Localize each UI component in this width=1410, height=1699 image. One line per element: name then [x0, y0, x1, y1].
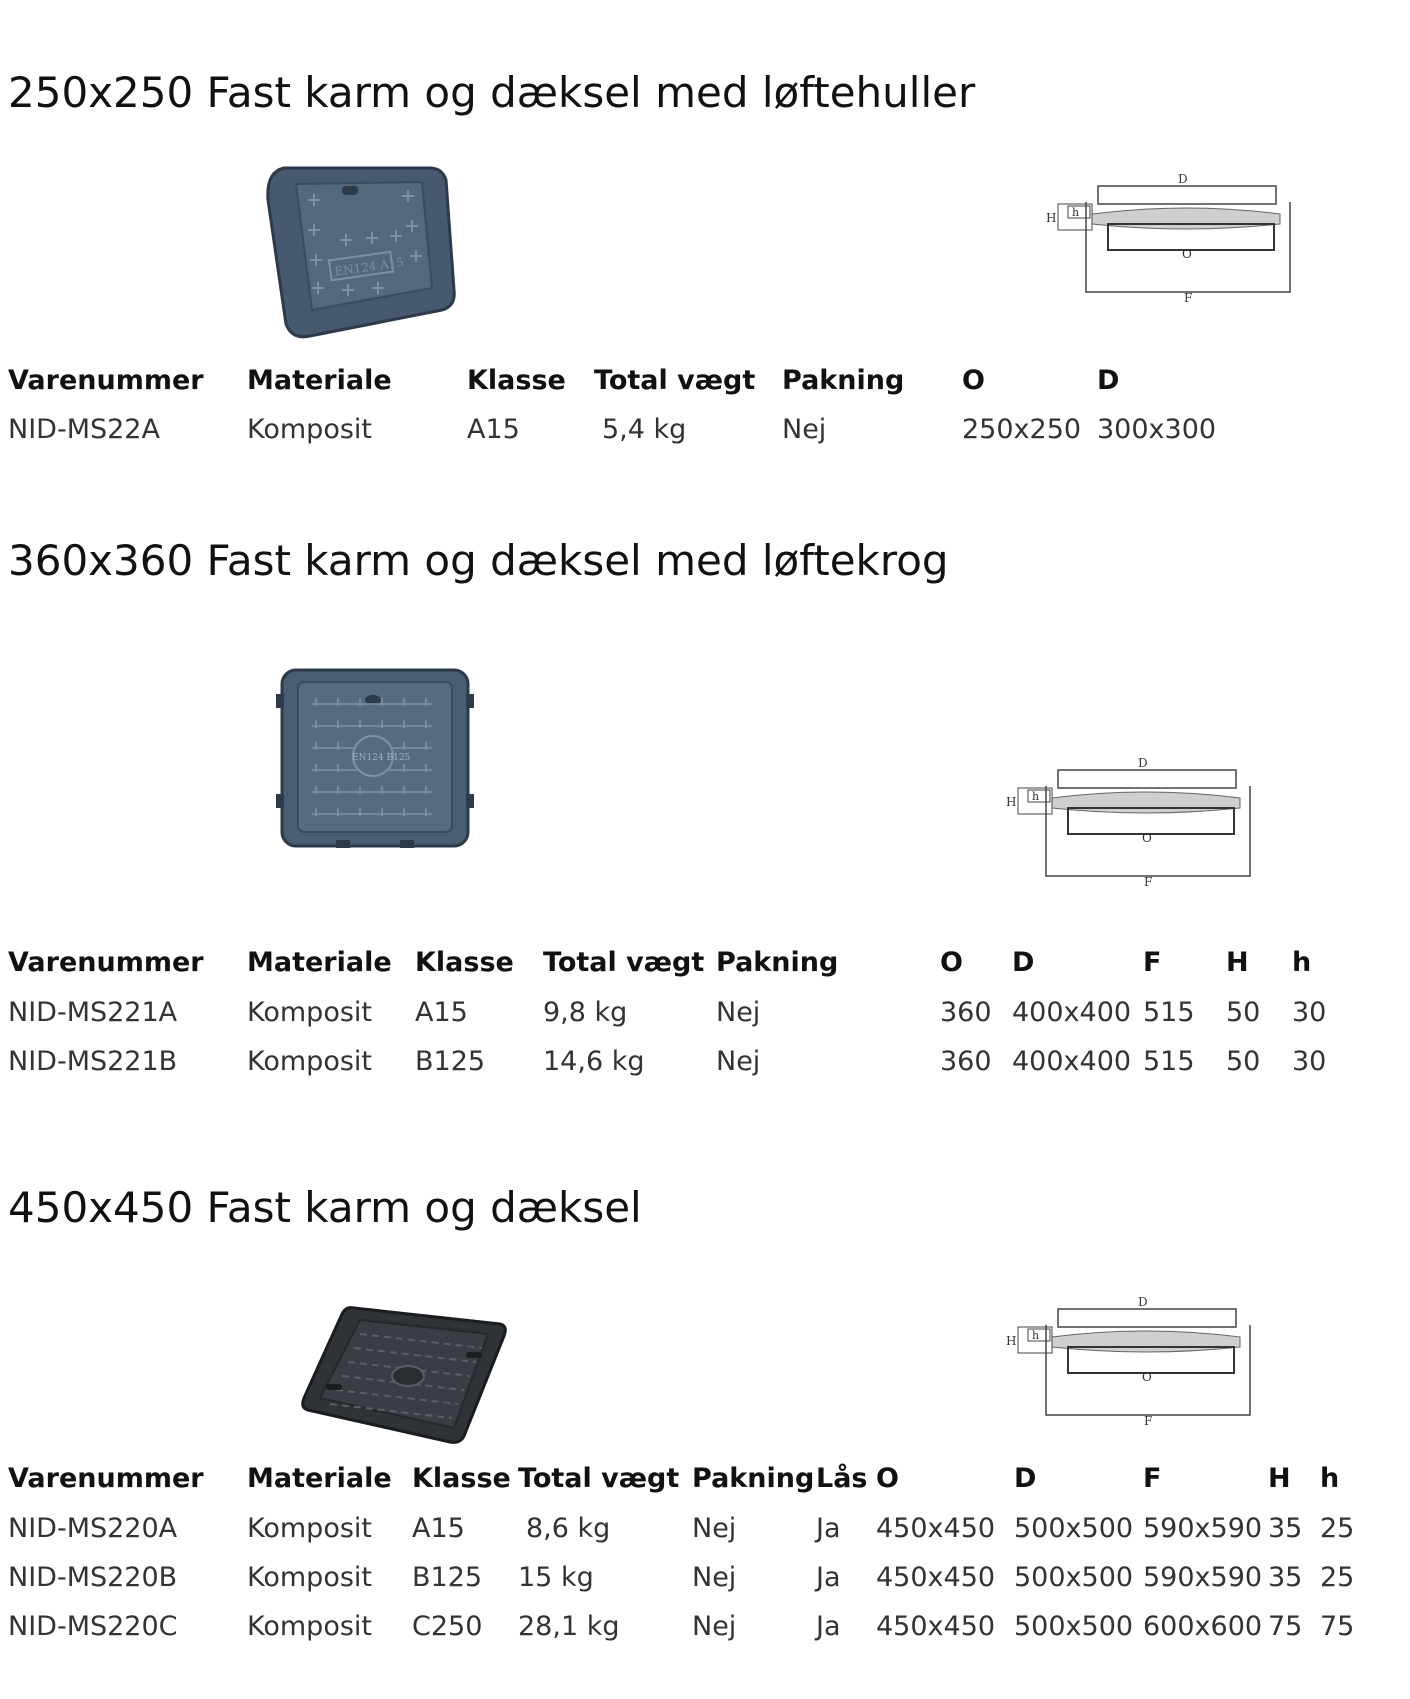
cover-photo-250 — [262, 160, 462, 354]
cell-total-vaegt: 8,6 kg — [526, 1513, 611, 1544]
cell-pakning: Nej — [692, 1562, 737, 1593]
cell-F: 600x600 — [1143, 1611, 1263, 1642]
diagram-label-O: O — [1142, 1370, 1152, 1384]
cell-h: 30 — [1292, 997, 1327, 1028]
cell-H: 35 — [1268, 1513, 1303, 1544]
cell-H: 75 — [1268, 1611, 1303, 1642]
col-h: h — [1292, 947, 1312, 978]
col-pakning: Pakning — [716, 947, 839, 978]
col-O: O — [962, 365, 985, 396]
col-h: h — [1320, 1463, 1340, 1494]
cell-D: 400x400 — [1012, 997, 1132, 1028]
diagram-label-F: F — [1144, 1414, 1153, 1425]
diagram-label-F: F — [1144, 875, 1153, 886]
cover-photo-360 — [276, 664, 474, 854]
diagram-label-H: H — [1006, 1334, 1017, 1348]
cell-materiale: Komposit — [247, 997, 372, 1028]
diagram-label-O: O — [1182, 247, 1192, 261]
cell-pakning: Nej — [716, 1046, 761, 1077]
col-D: D — [1014, 1463, 1037, 1494]
cell-H: 50 — [1226, 997, 1261, 1028]
cell-total-vaegt: 5,4 kg — [602, 414, 687, 445]
cell-total-vaegt: 28,1 kg — [518, 1611, 620, 1642]
diagram-label-H: H — [1006, 795, 1017, 809]
section-title-250: 250x250 Fast karm og dæksel med løftehuller — [8, 68, 976, 117]
col-H: H — [1226, 947, 1249, 978]
cell-klasse: A15 — [467, 414, 520, 445]
cell-D: 300x300 — [1097, 414, 1217, 445]
cell-O: 450x450 — [876, 1611, 996, 1642]
col-varenummer: Varenummer — [8, 1463, 204, 1494]
cell-pakning: Nej — [692, 1513, 737, 1544]
col-varenummer: Varenummer — [8, 947, 204, 978]
col-klasse: Klasse — [412, 1463, 511, 1494]
diagram-label-h: h — [1032, 1329, 1040, 1342]
cover-photo-450 — [296, 1300, 512, 1454]
section-title-360: 360x360 Fast karm og dæksel med løftekrog — [8, 536, 949, 585]
cell-pakning: Nej — [782, 414, 827, 445]
cell-klasse: A15 — [412, 1513, 465, 1544]
col-laas: Lås — [816, 1463, 868, 1494]
col-total-vaegt: Total vægt — [594, 365, 756, 396]
col-pakning: Pakning — [782, 365, 905, 396]
cell-materiale: Komposit — [247, 1611, 372, 1642]
cover-label-250: EN124 A15 — [333, 255, 405, 279]
cell-total-vaegt: 14,6 kg — [543, 1046, 645, 1077]
cell-laas: Ja — [816, 1513, 841, 1544]
col-materiale: Materiale — [247, 365, 392, 396]
col-O: O — [940, 947, 963, 978]
cell-O: 360 — [940, 997, 992, 1028]
col-pakning: Pakning — [692, 1463, 815, 1494]
cell-h: 75 — [1320, 1611, 1355, 1642]
diagram-label-h: h — [1072, 206, 1080, 219]
diagram-label-h: h — [1032, 790, 1040, 803]
col-klasse: Klasse — [467, 365, 566, 396]
cell-laas: Ja — [816, 1611, 841, 1642]
col-klasse: Klasse — [415, 947, 514, 978]
cell-D: 500x500 — [1014, 1562, 1134, 1593]
cell-H: 50 — [1226, 1046, 1261, 1077]
cell-D: 500x500 — [1014, 1513, 1134, 1544]
cell-total-vaegt: 15 kg — [518, 1562, 594, 1593]
cover-label-360: EN124 B125 — [352, 753, 411, 763]
col-H: H — [1268, 1463, 1291, 1494]
col-total-vaegt: Total vægt — [543, 947, 705, 978]
cell-pakning: Nej — [716, 997, 761, 1028]
cell-klasse: B125 — [412, 1562, 483, 1593]
col-F: F — [1143, 947, 1162, 978]
diagram-label-D: D — [1138, 756, 1148, 770]
diagram-label-D: D — [1178, 172, 1188, 186]
cell-F: 590x590 — [1143, 1513, 1263, 1544]
cell-O: 450x450 — [876, 1513, 996, 1544]
col-O: O — [876, 1463, 899, 1494]
col-materiale: Materiale — [247, 1463, 392, 1494]
cell-klasse: A15 — [415, 997, 468, 1028]
cell-O: 360 — [940, 1046, 992, 1077]
cell-D: 500x500 — [1014, 1611, 1134, 1642]
cell-klasse: B125 — [415, 1046, 486, 1077]
cell-F: 515 — [1143, 1046, 1195, 1077]
cell-O: 250x250 — [962, 414, 1082, 445]
cell-pakning: Nej — [692, 1611, 737, 1642]
diagram-label-O: O — [1142, 831, 1152, 845]
cell-varenummer: NID-MS220B — [8, 1562, 178, 1593]
col-D: D — [1097, 365, 1120, 396]
diagram-label-D: D — [1138, 1295, 1148, 1309]
col-total-vaegt: Total vægt — [518, 1463, 680, 1494]
cell-F: 590x590 — [1143, 1562, 1263, 1593]
section-title-450: 450x450 Fast karm og dæksel — [8, 1183, 642, 1232]
col-materiale: Materiale — [247, 947, 392, 978]
cell-total-vaegt: 9,8 kg — [543, 997, 628, 1028]
cell-materiale: Komposit — [247, 414, 372, 445]
cell-D: 400x400 — [1012, 1046, 1132, 1077]
cell-materiale: Komposit — [247, 1513, 372, 1544]
cell-klasse: C250 — [412, 1611, 483, 1642]
cell-laas: Ja — [816, 1562, 841, 1593]
col-F: F — [1143, 1463, 1162, 1494]
cell-varenummer: NID-MS22A — [8, 414, 160, 445]
dimension-diagram-360 — [996, 756, 1256, 890]
col-D: D — [1012, 947, 1035, 978]
cell-materiale: Komposit — [247, 1562, 372, 1593]
cell-varenummer: NID-MS220C — [8, 1611, 178, 1642]
dimension-diagram-250 — [1036, 172, 1296, 306]
col-varenummer: Varenummer — [8, 365, 204, 396]
cell-O: 450x450 — [876, 1562, 996, 1593]
cell-F: 515 — [1143, 997, 1195, 1028]
cell-varenummer: NID-MS220A — [8, 1513, 178, 1544]
cell-varenummer: NID-MS221B — [8, 1046, 178, 1077]
cell-materiale: Komposit — [247, 1046, 372, 1077]
cell-h: 25 — [1320, 1562, 1355, 1593]
diagram-label-F: F — [1184, 291, 1193, 302]
cell-h: 25 — [1320, 1513, 1355, 1544]
cell-varenummer: NID-MS221A — [8, 997, 178, 1028]
cell-h: 30 — [1292, 1046, 1327, 1077]
dimension-diagram-450 — [996, 1295, 1256, 1429]
diagram-label-H: H — [1046, 211, 1057, 225]
cell-H: 35 — [1268, 1562, 1303, 1593]
